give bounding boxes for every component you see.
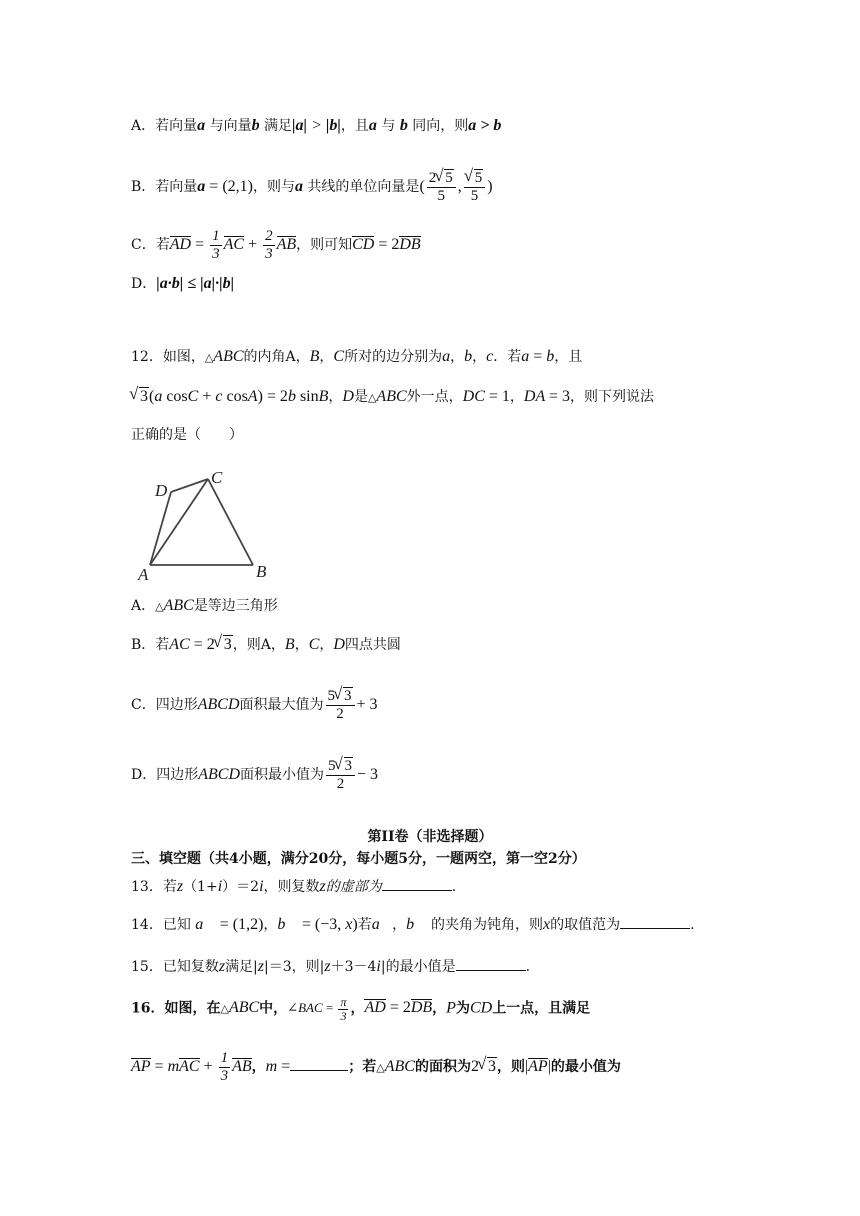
math: |AP| <box>524 1058 551 1076</box>
math: z <box>218 958 226 975</box>
text: 的内角A， <box>243 349 310 365</box>
text: 15．已知复数 <box>131 959 219 975</box>
text: B．若向量 <box>131 179 198 196</box>
math: z <box>176 878 184 895</box>
text: 12．如图， <box>131 349 205 365</box>
text: B．若 <box>131 637 170 653</box>
q13 <box>131 876 456 897</box>
answer-blank[interactable] <box>382 876 452 891</box>
text: ，则复数 <box>263 879 320 895</box>
text: ，则A， <box>232 637 285 653</box>
math: ∠BAC = $\frac{\pi}{3}$ <box>287 995 347 1023</box>
text: 四点共圆 <box>344 637 401 653</box>
math: i <box>376 958 381 975</box>
math: AP = mAC + $\frac{1}{3}$ AB <box>131 1050 252 1084</box>
math: C <box>308 636 320 653</box>
text: C．若 <box>131 237 170 254</box>
text: ．若 <box>493 349 522 365</box>
answer-blank[interactable] <box>620 914 690 929</box>
text: D．四边形 <box>131 767 199 784</box>
text: 同向，则 <box>412 118 469 134</box>
q14: 14．已知 a⃗ = (1,2)，b⃗ = (−3, x)若a⃗，b⃗ 的夹角为钝角，则x的取值范为 . <box>131 916 695 933</box>
text: 的取值范为 <box>550 917 621 933</box>
section-heading: 三、填空题（共4小题，满分20分，每小题5分，一题两空，第一空2分） <box>131 851 586 867</box>
text: 上一点，且满足 <box>492 1000 591 1017</box>
text: 是等边三角形 <box>193 598 278 614</box>
text: 共线的单位向量是 <box>307 179 420 196</box>
math: a <box>368 117 377 134</box>
math: D <box>333 636 345 653</box>
q12-stem-line2: √ 3(a cosC + c cosA) = 2b sinB，D是△ABC外一点，DC = 1，DA = 3，则下列说法 <box>131 387 654 408</box>
math: △ABC <box>204 348 244 365</box>
math: a <box>294 178 303 196</box>
text: ， <box>328 389 343 405</box>
text: A．若向量 <box>131 118 198 134</box>
math: a⃗ <box>371 916 393 933</box>
label-a: A <box>138 565 149 584</box>
math: a = b <box>521 348 555 365</box>
label-b: B <box>256 562 267 581</box>
math: a⃗ = (1,2) <box>195 916 264 933</box>
q15 <box>131 956 530 977</box>
math: AD = 2DB <box>364 999 433 1017</box>
q12-stem-line3 <box>131 425 243 445</box>
math: z <box>319 878 326 895</box>
text: 13．若 <box>131 879 177 895</box>
math: DA = 3 <box>523 388 570 405</box>
text: ，则与 <box>252 179 295 196</box>
text: ，且 <box>340 118 369 134</box>
math: $\frac{5√ 3}{2}$ + 3 <box>324 696 378 713</box>
text: 为 <box>455 1000 470 1017</box>
math: B <box>284 636 295 653</box>
q12-option-c <box>131 688 378 723</box>
math: 2√ 3 <box>471 1058 497 1075</box>
text: 若 <box>357 917 372 933</box>
math: b <box>399 117 408 134</box>
math: ABCD <box>197 696 240 714</box>
math: z <box>257 958 265 975</box>
text: 满足| <box>225 959 258 975</box>
text: 面积最小值为 <box>240 767 325 784</box>
text: 的面积为 <box>414 1059 471 1076</box>
text: ）＝2 <box>222 879 260 895</box>
text: A． <box>131 598 156 614</box>
text: 是 <box>353 389 368 405</box>
text: . <box>451 879 457 895</box>
answer-blank[interactable] <box>456 956 526 971</box>
q16-line2 <box>131 1050 621 1085</box>
math: b <box>251 117 260 134</box>
math: △ABC <box>155 597 194 614</box>
math: m = <box>265 1058 291 1076</box>
text: （1+ <box>183 879 218 895</box>
text: 所对的边分别为 <box>344 349 443 365</box>
math: √ 3(a cosC + c cosA) = 2b sinB <box>131 388 328 405</box>
text: ，则 <box>496 1059 525 1076</box>
text: . <box>525 959 531 975</box>
text: 满足 <box>264 118 293 134</box>
q12-option-a <box>131 596 278 617</box>
text: 正确的是（ ） <box>131 427 243 443</box>
text: ， <box>251 1059 266 1076</box>
math: b⃗ = (−3, x) <box>277 916 358 933</box>
math: C <box>333 348 345 365</box>
math: i <box>259 878 264 895</box>
math: |a·b| ≤ |a|·|b| <box>156 275 235 292</box>
math: AC = 2√ 3 <box>169 636 232 653</box>
math: △ABC <box>220 999 260 1017</box>
math: c <box>486 348 494 365</box>
text: ，则下列说法 <box>569 389 654 405</box>
math: △ABC <box>376 1058 415 1076</box>
math: a = (2,1) <box>197 178 253 196</box>
math: DC = 1 <box>462 388 510 405</box>
segment-cb <box>208 479 253 565</box>
text: |的最小值是 <box>380 959 456 975</box>
math: B <box>309 348 320 365</box>
text: 与 <box>381 118 396 134</box>
label-c: C <box>211 468 223 487</box>
segment-dc <box>171 479 208 492</box>
text: . <box>690 917 695 933</box>
text: D． <box>131 276 157 292</box>
q11-option-d <box>131 274 234 294</box>
q12-option-b: B．若AC = 2√ 3，则A，B，C，D四点共圆 <box>131 635 401 655</box>
q11-option-c <box>131 228 421 263</box>
q12-option-d <box>131 758 378 793</box>
text: 16．如图，在 <box>131 1000 221 1017</box>
math: a <box>197 117 206 134</box>
math: ABCD <box>198 766 241 784</box>
math: P <box>446 999 456 1017</box>
label-d: D <box>155 481 168 500</box>
q11-option-a <box>131 116 501 136</box>
text: |＝3，则| <box>264 959 325 975</box>
text: 的虚部为 <box>325 879 382 895</box>
math: x <box>543 916 551 933</box>
math: a > b <box>468 117 502 134</box>
text: 14．已知 <box>131 917 191 933</box>
text: ＋3－4 <box>330 959 377 975</box>
text: ， <box>350 1000 365 1017</box>
math: z <box>324 958 331 975</box>
math: b⃗ <box>406 916 427 933</box>
math: △ABC <box>367 388 407 405</box>
q12-figure <box>136 466 276 584</box>
math: |a| > |b| <box>292 117 341 134</box>
text: 外一点， <box>406 389 463 405</box>
text: C．四边形 <box>131 697 198 714</box>
segment-ad <box>150 492 171 565</box>
text: ，则可知 <box>296 237 353 254</box>
q11-option-b <box>131 170 493 205</box>
part2-title: 第II卷（非选择题） <box>367 829 493 845</box>
text: 面积最大值为 <box>239 697 324 714</box>
text: 的夹角为钝角，则 <box>431 917 544 933</box>
math: D <box>342 388 354 405</box>
text: 与向量 <box>209 118 252 134</box>
math: CD <box>469 999 493 1017</box>
math: CD = 2DB <box>352 236 421 254</box>
text: ；若 <box>348 1059 377 1076</box>
math: AD = $\frac{1}{3}$ AC + $\frac{2}{3}$ AB <box>169 228 297 262</box>
q16-line1: 16．如图，在△ABC中，∠BAC = $\frac{\pi}{3}$ ，AD = 2DB，P为CD上一点，且满足 <box>131 995 591 1023</box>
q12-stem-line1: 12．如图，△ABC的内角A，B，C所对的边分别为a，b，c．若a = b，且 <box>131 348 583 365</box>
math: i <box>217 878 223 895</box>
math: b <box>464 348 473 365</box>
answer-blank-m[interactable] <box>290 1056 348 1071</box>
text: 的最小值为 <box>550 1059 621 1076</box>
math: ( $\frac{2√ 5}{5}$ , √ $\frac{5}{5}$ ) <box>419 178 492 195</box>
text: ，且 <box>554 349 583 365</box>
text: 中， <box>259 1000 288 1017</box>
math: $\frac{5√ 3}{2}$ − 3 <box>324 766 378 783</box>
math: a <box>442 348 451 365</box>
